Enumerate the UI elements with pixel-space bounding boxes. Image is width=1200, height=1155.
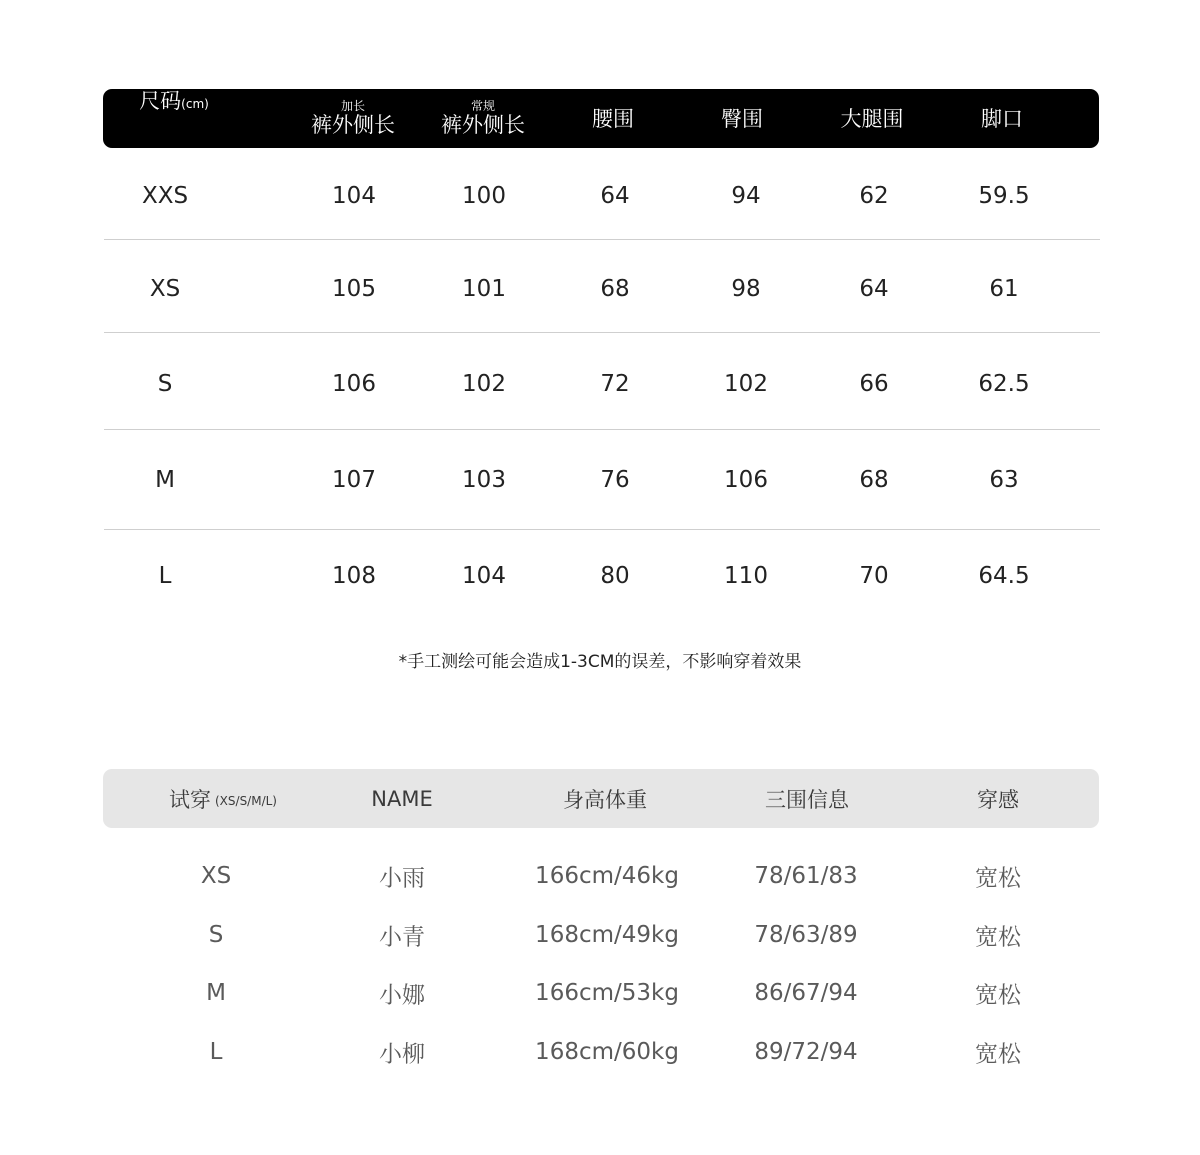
- size-cell: XXS: [141, 183, 189, 209]
- size-cell: L: [158, 563, 172, 589]
- height-weight-cell: 166cm/53kg: [535, 980, 679, 1006]
- fit-cell: 宽松: [975, 1041, 1021, 1068]
- value-cell: 76: [600, 467, 630, 493]
- value-cell: 64: [859, 276, 889, 302]
- value-cell: 104: [462, 563, 506, 589]
- row-divider: [104, 529, 1100, 530]
- value-cell: 102: [462, 371, 506, 397]
- value-cell: 68: [859, 467, 889, 493]
- fit-cell: 宽松: [975, 865, 1021, 892]
- fit-cell: 宽松: [975, 924, 1021, 951]
- header-size: 尺码 (cm): [139, 89, 209, 113]
- header-name: NAME: [371, 786, 433, 811]
- header-regular-outseam: 常规 裤外侧长: [441, 99, 525, 137]
- size-cell: L: [209, 1039, 223, 1065]
- value-cell: 101: [462, 276, 506, 302]
- height-weight-cell: 168cm/49kg: [535, 922, 679, 948]
- header-thigh: 大腿围: [840, 106, 904, 131]
- measurements-cell: 89/72/94: [754, 1039, 858, 1065]
- header-height-weight: 身高体重: [563, 787, 647, 812]
- size-table-header: [103, 89, 1099, 148]
- value-cell: 62.5: [978, 371, 1030, 397]
- name-cell: 小青: [379, 924, 425, 951]
- row-divider: [104, 332, 1100, 333]
- value-cell: 70: [859, 563, 889, 589]
- header-try-on: 试穿 (XS/S/M/L): [169, 787, 277, 812]
- value-cell: 68: [600, 276, 630, 302]
- value-cell: 61: [989, 276, 1019, 302]
- value-cell: 80: [600, 563, 630, 589]
- value-cell: 64: [600, 183, 630, 209]
- header-fit-feel: 穿感: [977, 787, 1019, 812]
- size-cell: S: [157, 371, 173, 397]
- size-cell: M: [155, 467, 175, 493]
- size-cell: M: [206, 980, 226, 1006]
- value-cell: 63: [989, 467, 1019, 493]
- measurements-cell: 78/61/83: [754, 863, 858, 889]
- value-cell: 108: [332, 563, 376, 589]
- value-cell: 59.5: [978, 183, 1030, 209]
- value-cell: 66: [859, 371, 889, 397]
- value-cell: 106: [724, 467, 768, 493]
- height-weight-cell: 168cm/60kg: [535, 1039, 679, 1065]
- row-divider: [104, 239, 1100, 240]
- name-cell: 小柳: [379, 1041, 425, 1068]
- value-cell: 98: [731, 276, 761, 302]
- value-cell: 100: [462, 183, 506, 209]
- header-measurements: 三围信息: [765, 787, 849, 812]
- value-cell: 94: [731, 183, 761, 209]
- value-cell: 106: [332, 371, 376, 397]
- name-cell: 小娜: [379, 982, 425, 1009]
- measurements-cell: 78/63/89: [754, 922, 858, 948]
- measurements-cell: 86/67/94: [754, 980, 858, 1006]
- value-cell: 104: [332, 183, 376, 209]
- value-cell: 103: [462, 467, 506, 493]
- value-cell: 110: [724, 563, 768, 589]
- row-divider: [104, 429, 1100, 430]
- header-leg-opening: 脚口: [981, 106, 1023, 131]
- size-cell: XS: [200, 863, 232, 889]
- measurement-note: *手工测绘可能会造成1-3CM的误差，不影响穿着效果: [398, 652, 802, 672]
- value-cell: 105: [332, 276, 376, 302]
- header-waist: 腰围: [592, 106, 634, 131]
- value-cell: 107: [332, 467, 376, 493]
- size-cell: S: [208, 922, 224, 948]
- value-cell: 62: [859, 183, 889, 209]
- name-cell: 小雨: [379, 865, 425, 892]
- height-weight-cell: 166cm/46kg: [535, 863, 679, 889]
- value-cell: 72: [600, 371, 630, 397]
- fit-cell: 宽松: [975, 982, 1021, 1009]
- header-long-outseam: 加长 裤外侧长: [311, 99, 395, 137]
- header-hip: 臀围: [721, 106, 763, 131]
- size-cell: XS: [149, 276, 181, 302]
- fit-table-header: [103, 769, 1099, 828]
- value-cell: 64.5: [978, 563, 1030, 589]
- value-cell: 102: [724, 371, 768, 397]
